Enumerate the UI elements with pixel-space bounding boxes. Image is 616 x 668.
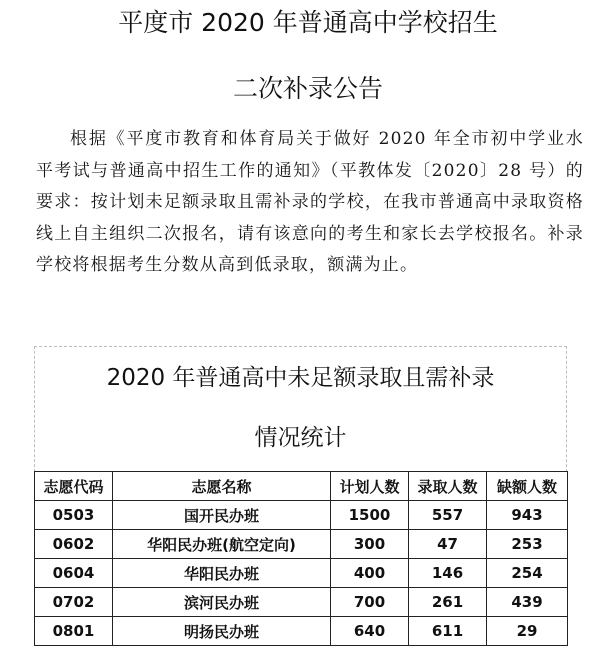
table-row: [35, 501, 568, 530]
notice-title-line-2: 二次补录公告: [232, 74, 383, 103]
cell-shortfall: 439: [487, 588, 568, 617]
table-title-line-2: 情况统计: [254, 425, 347, 451]
cell-code: 0604: [35, 559, 113, 588]
cell-shortfall: 943: [487, 501, 568, 530]
cell-planned: 300: [331, 530, 409, 559]
cell-name: 华阳民办班: [113, 559, 331, 588]
cell-code: 0702: [35, 588, 113, 617]
cell-name: 国开民办班: [113, 501, 331, 530]
table-title-line-1: 2020 年普通高中未足额录取且需补录: [106, 365, 495, 391]
cell-shortfall: 253: [487, 530, 568, 559]
table-header-row: [35, 472, 568, 501]
cell-name: 华阳民办班(航空定向): [113, 530, 331, 559]
cell-admitted: 557: [409, 501, 487, 530]
table-row: [35, 559, 568, 588]
enrollment-table: [34, 471, 568, 646]
cell-code: 0801: [35, 617, 113, 646]
cell-planned: 700: [331, 588, 409, 617]
header-name: 志愿名称: [113, 472, 331, 501]
table-row: [35, 617, 568, 646]
cell-name: 明扬民办班: [113, 617, 331, 646]
header-planned: 计划人数: [331, 472, 409, 501]
header-code: 志愿代码: [35, 472, 113, 501]
cell-planned: 640: [331, 617, 409, 646]
cell-name: 滨河民办班: [113, 588, 331, 617]
notice-title-line-1: 平度市 2020 年普通高中学校招生: [118, 8, 498, 37]
cell-code: 0503: [35, 501, 113, 530]
table-row: [35, 588, 568, 617]
header-admitted: 录取人数: [409, 472, 487, 501]
notice-paragraph: 根据《平度市教育和体育局关于做好 2020 年全市初中学业水平考试与普通高中招生工作的通知》（平教体发〔2020〕28 号）的要求：按计划未足额录取且需补录的学校，在我市普通高中录取资格线上自主组织二次报名，请有该意向的考生和家长去学校报名。补录学校将根据考生分数从高到低录取，额满为止。: [36, 129, 584, 275]
cell-shortfall: 29: [487, 617, 568, 646]
cell-planned: 400: [331, 559, 409, 588]
cell-shortfall: 254: [487, 559, 568, 588]
header-shortfall: 缺额人数: [487, 472, 568, 501]
cell-code: 0602: [35, 530, 113, 559]
table-row: [35, 530, 568, 559]
cell-admitted: 611: [409, 617, 487, 646]
cell-admitted: 146: [409, 559, 487, 588]
cell-admitted: 47: [409, 530, 487, 559]
cell-admitted: 261: [409, 588, 487, 617]
cell-planned: 1500: [331, 501, 409, 530]
